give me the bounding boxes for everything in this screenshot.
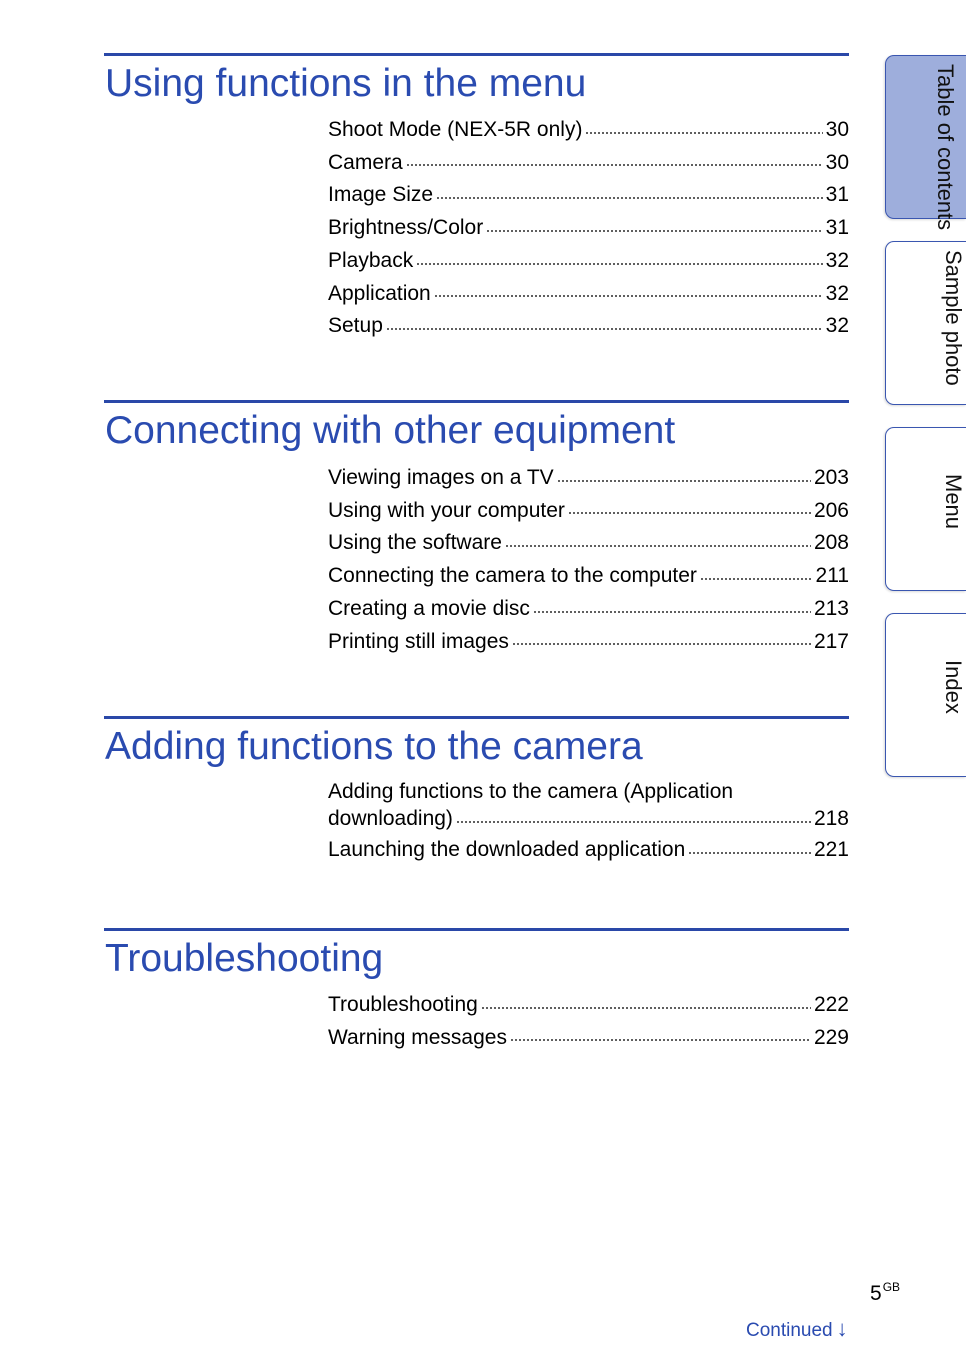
section-rule <box>104 53 849 56</box>
tab-label <box>896 64 958 231</box>
dot-leader <box>386 313 823 332</box>
toc-entry[interactable] <box>328 278 849 311</box>
entry-page: 203 <box>813 466 849 489</box>
toc-entry[interactable] <box>328 147 849 180</box>
page-number <box>870 1280 900 1306</box>
toc-entry[interactable] <box>328 495 849 528</box>
entry-page: 32 <box>825 248 849 272</box>
section-rule <box>104 716 849 719</box>
entry-label: Image Size <box>328 183 434 207</box>
entry-page: 32 <box>825 281 849 305</box>
dot-leader <box>481 992 811 1011</box>
dot-leader <box>436 183 823 202</box>
toc-entry[interactable] <box>328 989 849 1022</box>
continued-link[interactable] <box>746 1316 848 1342</box>
toc-entry[interactable] <box>328 1022 849 1055</box>
entry-label: Application <box>328 281 431 305</box>
section-rule <box>104 928 849 931</box>
page-number-suffix: GB <box>882 1280 901 1294</box>
dot-leader <box>505 531 811 550</box>
entry-label-line2: downloading) <box>328 807 453 830</box>
page-number-value: 5 <box>870 1282 882 1305</box>
entry-label: Creating a movie disc <box>328 596 530 620</box>
toc-entry[interactable] <box>328 593 849 626</box>
dot-leader <box>688 837 811 856</box>
entry-label: Using the software <box>328 531 502 555</box>
tab-label-line1: Index <box>941 660 966 714</box>
section-troubleshooting <box>104 928 849 1049</box>
entry-list <box>328 989 849 1054</box>
toc-entry[interactable] <box>328 179 849 212</box>
entry-label: Warning messages <box>328 1025 507 1049</box>
entry-page: 217 <box>813 629 849 653</box>
tab-index[interactable] <box>885 613 966 777</box>
entry-page: 213 <box>813 596 849 620</box>
tab-label-line1: Table of <box>933 64 958 142</box>
toc-entry[interactable] <box>328 560 849 593</box>
entry-label: Playback <box>328 248 414 272</box>
dot-leader <box>585 117 822 136</box>
continued-label: Continued <box>746 1320 833 1341</box>
dot-leader <box>512 629 811 648</box>
tab-label <box>896 474 964 620</box>
dot-leader <box>486 215 822 234</box>
entry-label: Launching the downloaded application <box>328 838 686 861</box>
dot-leader <box>434 281 823 300</box>
entry-label: Shoot Mode (NEX-5R only) <box>328 118 583 141</box>
entry-label: Brightness/Color <box>328 216 484 240</box>
down-arrow-icon: ↓ <box>836 1316 848 1341</box>
dot-leader <box>700 563 813 582</box>
entry-page: 222 <box>813 993 849 1016</box>
entry-list <box>328 462 849 658</box>
tab-label-line2: contents <box>933 147 958 231</box>
entry-label: Printing still images <box>328 629 509 653</box>
tab-label-line1: Sample photo <box>941 250 966 386</box>
entry-page: 31 <box>825 183 849 207</box>
section-using-functions-in-the-menu <box>104 53 849 338</box>
tab-label <box>896 250 964 396</box>
entry-label: Connecting the camera to the computer <box>328 564 697 588</box>
toc-entry[interactable] <box>328 245 849 278</box>
entry-label-line1: Adding functions to the camera (Application <box>328 780 734 803</box>
entry-list <box>328 114 849 343</box>
entry-page: 206 <box>813 498 849 522</box>
entry-page: 208 <box>813 531 849 555</box>
entry-label: Setup <box>328 314 383 338</box>
entry-label: Troubleshooting <box>328 993 478 1016</box>
entry-list <box>328 778 849 867</box>
section-rule <box>104 400 849 403</box>
entry-label: Using with your computer <box>328 498 565 522</box>
entry-label: Camera <box>328 150 403 174</box>
entry-label: Viewing images on a TV <box>328 466 554 489</box>
toc-entry[interactable] <box>328 114 849 147</box>
tab-sample-photo[interactable] <box>885 241 966 405</box>
section-heading: Connecting with other equipment <box>105 409 676 452</box>
entry-page: 221 <box>813 838 849 861</box>
entry-page: 30 <box>825 150 849 174</box>
dot-leader <box>456 806 811 825</box>
entry-page: 229 <box>813 1025 849 1049</box>
toc-entry[interactable] <box>328 527 849 560</box>
toc-entry[interactable] <box>328 310 849 343</box>
dot-leader <box>510 1025 811 1044</box>
dot-leader <box>568 498 811 517</box>
toc-entry[interactable] <box>328 212 849 245</box>
toc-entry[interactable] <box>328 626 849 659</box>
entry-page: 31 <box>825 216 849 240</box>
dot-leader <box>416 248 822 267</box>
toc-entry[interactable] <box>328 462 849 495</box>
entry-page: 218 <box>813 807 849 830</box>
entry-page: 30 <box>825 118 849 141</box>
section-heading: Troubleshooting <box>105 937 384 980</box>
tab-table-of-contents[interactable] <box>885 55 966 231</box>
section-adding-functions-to-the-camera <box>104 716 849 861</box>
tab-menu[interactable] <box>885 427 966 591</box>
entry-page: 32 <box>825 314 849 338</box>
toc-entry-multiline[interactable] <box>328 778 849 832</box>
dot-leader <box>533 596 811 615</box>
section-heading: Adding functions to the camera <box>105 725 643 768</box>
dot-leader <box>557 465 811 484</box>
section-connecting-with-other-equipment <box>104 400 849 653</box>
toc-entry[interactable] <box>328 834 849 867</box>
entry-page: 211 <box>815 564 849 588</box>
dot-leader <box>406 150 823 169</box>
tab-label <box>896 660 964 806</box>
section-heading: Using functions in the menu <box>105 62 587 105</box>
tab-label-line1: Menu <box>941 474 966 530</box>
